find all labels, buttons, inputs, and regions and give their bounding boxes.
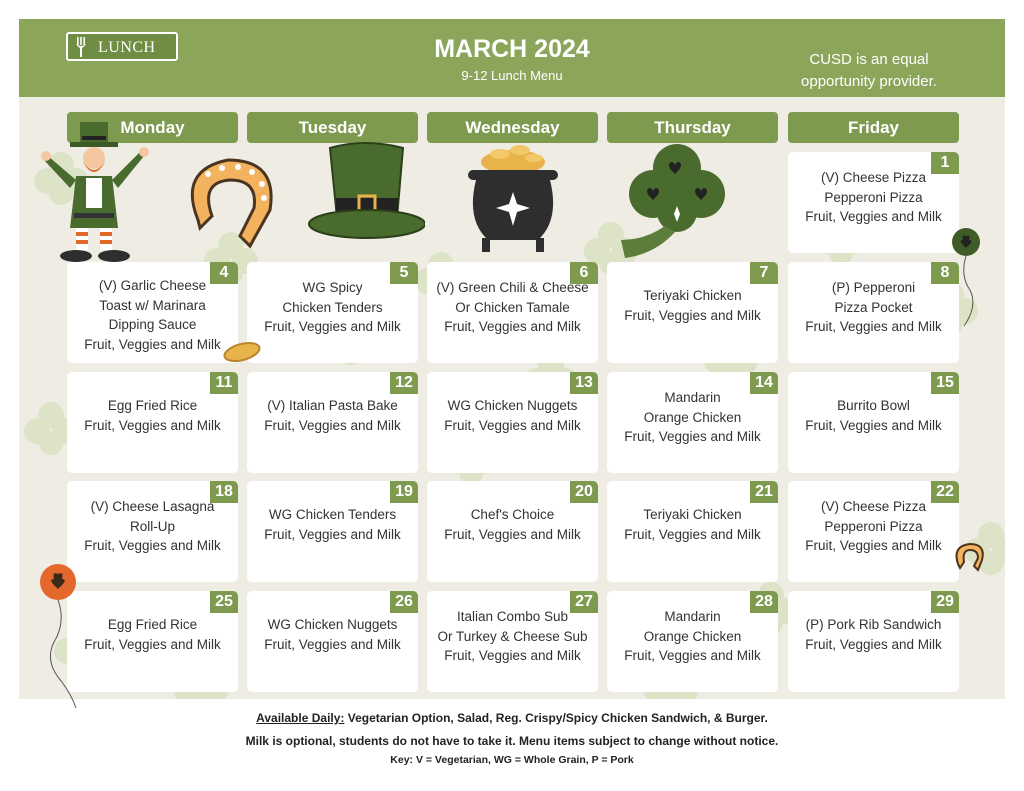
day-header-tuesday: Tuesday	[247, 112, 418, 143]
calendar-day-cell	[67, 481, 238, 582]
logo-text: LUNCH	[98, 39, 156, 56]
menu-line: Teriyaki Chicken	[643, 288, 742, 303]
menu-items	[67, 615, 238, 654]
date-number-badge: 28	[750, 591, 778, 613]
menu-line: (V) Cheese Pizza	[820, 170, 927, 185]
menu-items	[607, 388, 778, 447]
menu-line: Roll-Up	[129, 518, 175, 534]
menu-line: Fruit, Veggies and Milk	[444, 319, 581, 334]
calendar-day-cell	[247, 262, 418, 363]
coin-icon	[222, 338, 264, 366]
date-number-badge: 26	[390, 591, 418, 613]
menu-line: (V) Cheese Pizza	[820, 499, 927, 514]
menu-line: Toast w/ Marinara	[99, 297, 206, 313]
menu-line: Egg Fried Rice	[107, 617, 198, 632]
footer-key: Key: V = Vegetarian, WG = Whole Grain, P = Pork	[390, 754, 634, 766]
menu-items	[788, 396, 959, 435]
menu-items	[788, 497, 959, 556]
menu-line: Italian Combo Sub	[456, 609, 569, 624]
menu-items	[788, 615, 959, 654]
leprechaun-icon	[40, 118, 170, 268]
calendar-day-cell	[607, 481, 778, 582]
menu-items	[247, 615, 418, 654]
calendar-day-cell	[788, 152, 959, 253]
menu-line: Fruit, Veggies and Milk	[805, 636, 942, 652]
day-header-wednesday: Wednesday	[427, 112, 598, 143]
calendar-day-cell	[67, 591, 238, 692]
date-number-badge: 5	[390, 262, 418, 284]
menu-line: Fruit, Veggies and Milk	[444, 417, 581, 433]
menu-line: Fruit, Veggies and Milk	[264, 319, 401, 334]
menu-line: (V) Italian Pasta Bake	[267, 398, 398, 413]
calendar-day-cell	[607, 591, 778, 692]
footer-available-daily	[0, 711, 1024, 725]
menu-items	[427, 278, 598, 337]
date-number-badge: 6	[570, 262, 598, 284]
date-number-badge: 7	[750, 262, 778, 284]
menu-line: Pepperoni Pizza	[824, 189, 923, 205]
menu-items	[607, 505, 778, 544]
menu-items	[247, 505, 418, 544]
menu-line: (V) Cheese Lasagna	[90, 499, 215, 514]
menu-line: Chef's Choice	[470, 507, 555, 522]
equal-opportunity-notice: CUSD is an equal opportunity provider.	[801, 51, 937, 90]
menu-line: Fruit, Veggies and Milk	[84, 417, 221, 433]
menu-line: Fruit, Veggies and Milk	[805, 319, 942, 334]
calendar-day-cell	[247, 481, 418, 582]
day-header-friday: Friday	[788, 112, 959, 143]
date-number-badge: 22	[931, 481, 959, 503]
menu-line: Fruit, Veggies and Milk	[624, 429, 761, 444]
menu-line: Fruit, Veggies and Milk	[84, 636, 221, 652]
menu-line: Mandarin	[664, 390, 721, 405]
date-number-badge: 8	[931, 262, 959, 284]
top-hat-icon	[305, 140, 425, 250]
date-number-badge: 29	[931, 591, 959, 613]
footer-note: Milk is optional, students do not have to take it. Menu items subject to change without notice.	[245, 734, 779, 748]
horseshoe-icon	[950, 538, 990, 578]
calendar-day-cell	[788, 372, 959, 473]
menu-items	[788, 278, 959, 337]
available-daily-label: Available Daily:	[256, 711, 345, 725]
horseshoe-icon	[178, 150, 288, 260]
menu-line: Pepperoni Pizza	[824, 518, 923, 534]
page-title: MARCH 2024	[434, 35, 590, 63]
menu-line: (P) Pork Rib Sandwich	[805, 617, 942, 632]
date-number-badge: 13	[570, 372, 598, 394]
header-banner	[19, 19, 1005, 97]
menu-line: WG Chicken Nuggets	[267, 617, 398, 632]
date-number-badge: 19	[390, 481, 418, 503]
menu-line: WG Spicy	[302, 280, 363, 295]
menu-items	[67, 396, 238, 435]
calendar-day-cell	[67, 262, 238, 363]
shamrock-icon	[615, 140, 755, 265]
menu-items	[67, 497, 238, 556]
date-number-badge: 27	[570, 591, 598, 613]
calendar-day-cell	[607, 372, 778, 473]
menu-line: Fruit, Veggies and Milk	[624, 648, 761, 663]
menu-line: Orange Chicken	[643, 628, 742, 644]
date-number-badge: 15	[931, 372, 959, 394]
calendar-day-cell	[427, 262, 598, 363]
menu-items	[247, 396, 418, 435]
calendar-day-cell	[788, 262, 959, 363]
menu-line: WG Chicken Nuggets	[447, 398, 578, 413]
menu-line: Fruit, Veggies and Milk	[84, 336, 221, 352]
menu-items	[788, 168, 959, 227]
menu-line: Fruit, Veggies and Milk	[624, 526, 761, 542]
page-subtitle: 9-12 Lunch Menu	[461, 68, 563, 83]
calendar-day-cell	[427, 591, 598, 692]
menu-items	[67, 276, 238, 354]
menu-items	[607, 286, 778, 325]
menu-items	[427, 396, 598, 435]
menu-line: Fruit, Veggies and Milk	[805, 417, 942, 433]
menu-items	[427, 505, 598, 544]
day-header-monday: Monday	[67, 112, 238, 143]
menu-line: Fruit, Veggies and Milk	[264, 417, 401, 433]
menu-line: Fruit, Veggies and Milk	[444, 526, 581, 542]
menu-line: Dipping Sauce	[108, 317, 197, 332]
calendar-day-cell	[67, 372, 238, 473]
menu-line: (V) Green Chili & Cheese	[436, 280, 589, 295]
date-number-badge: 14	[750, 372, 778, 394]
menu-line: Or Turkey & Cheese Sub	[437, 628, 588, 644]
menu-line: Mandarin	[664, 609, 721, 624]
menu-line: Fruit, Veggies and Milk	[805, 538, 942, 553]
menu-line: Fruit, Veggies and Milk	[624, 307, 761, 323]
date-number-badge: 1	[931, 152, 959, 174]
date-number-badge: 12	[390, 372, 418, 394]
menu-line: Teriyaki Chicken	[643, 507, 742, 522]
menu-line: WG Chicken Tenders	[268, 507, 397, 522]
menu-line: Burrito Bowl	[837, 398, 910, 413]
date-number-badge: 25	[210, 591, 238, 613]
menu-line: Chicken Tenders	[282, 299, 383, 315]
menu-items	[427, 607, 598, 666]
menu-items	[247, 278, 418, 337]
day-header-thursday: Thursday	[607, 112, 778, 143]
menu-line: Fruit, Veggies and Milk	[264, 526, 401, 542]
calendar-day-cell	[247, 591, 418, 692]
menu-line: (V) Garlic Cheese	[98, 278, 207, 293]
menu-line: Orange Chicken	[643, 409, 742, 425]
menu-line: Fruit, Veggies and Milk	[84, 538, 221, 553]
calendar-day-cell	[427, 372, 598, 473]
menu-line: Pizza Pocket	[834, 299, 913, 315]
calendar-day-cell	[607, 262, 778, 363]
date-number-badge: 21	[750, 481, 778, 503]
menu-line: (P) Pepperoni	[831, 280, 916, 295]
calendar-day-cell	[427, 481, 598, 582]
menu-line: Fruit, Veggies and Milk	[264, 636, 401, 652]
calendar-day-cell	[788, 591, 959, 692]
menu-line: Or Chicken Tamale	[455, 299, 570, 315]
menu-line: Fruit, Veggies and Milk	[805, 209, 942, 224]
balloon-icon	[946, 226, 986, 336]
pot-of-gold-icon	[458, 140, 568, 260]
menu-items	[607, 607, 778, 666]
date-number-badge: 20	[570, 481, 598, 503]
balloon-icon	[36, 562, 84, 712]
menu-line: Fruit, Veggies and Milk	[444, 648, 581, 663]
available-daily-text: Vegetarian Option, Salad, Reg. Crispy/Spicy Chicken Sandwich, & Burger.	[344, 711, 768, 725]
date-number-badge: 11	[210, 372, 238, 394]
date-number-badge: 4	[210, 262, 238, 284]
calendar-day-cell	[247, 372, 418, 473]
calendar-day-cell	[788, 481, 959, 582]
date-number-badge: 18	[210, 481, 238, 503]
menu-line: Egg Fried Rice	[107, 398, 198, 413]
